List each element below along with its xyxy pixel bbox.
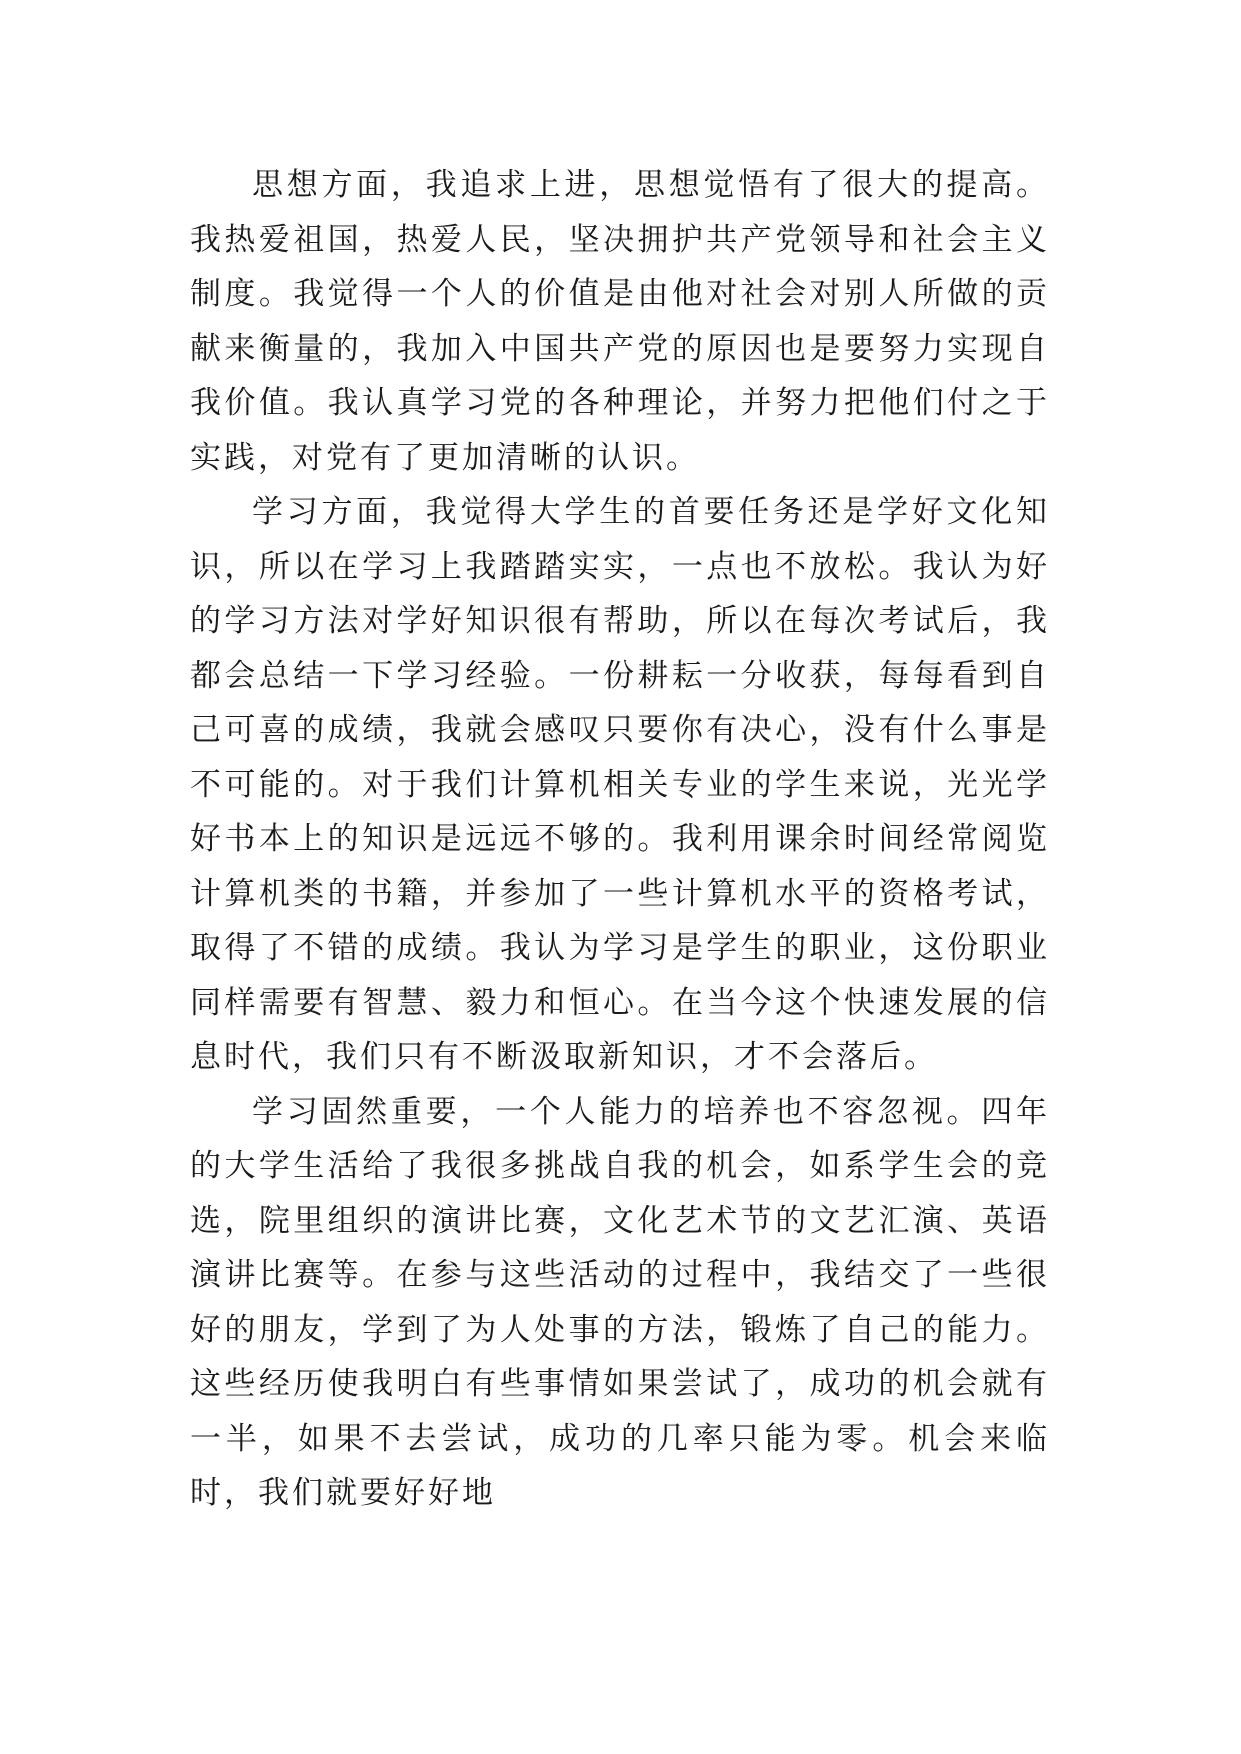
paragraph-ability: 学习固然重要，一个人能力的培养也不容忽视。四年的大学生活给了我很多挑战自我的机会，如系学生会的竞选，院里组织的演讲比赛，文化艺术节的文艺汇演、英语演讲比赛等。在参与这些活动的过程中，我结交了一些很好的朋友，学到了为人处事的方法，锻炼了自己的能力。这些经历使我明白有些事情如果尝试了，成功的机会就有一半，如果不去尝试，成功的几率只能为零。机会来临时，我们就要好好地 <box>190 1093 1050 1511</box>
paragraph-ideology: 思想方面，我追求上进，思想觉悟有了很大的提高。我热爱祖国，热爱人民，坚决拥护共产党领导和社会主义制度。我觉得一个人的价值是由他对社会对别人所做的贡献来衡量的，我加入中国共产党的原因也是要努力实现自我价值。我认真学习党的各种理论，并努力把他们付之于实践，对党有了更加清晰的认识。 <box>190 167 1050 476</box>
document-body <box>190 158 1050 1521</box>
paragraph-study: 学习方面，我觉得大学生的首要任务还是学好文化知识，所以在学习上我踏踏实实，一点也不放松。我认为好的学习方法对学好知识很有帮助，所以在每次考试后，我都会总结一下学习经验。一份耕耘一分收获，每每看到自己可喜的成绩，我就会感叹只要你有决心，没有什么事是不可能的。对于我们计算机相关专业的学生来说，光光学好书本上的知识是远远不够的。我利用课余时间经常阅览计算机类的书籍，并参加了一些计算机水平的资格考试，取得了不错的成绩。我认为学习是学生的职业，这份职业同样需要有智慧、毅力和恒心。在当今这个快速发展的信息时代，我们只有不断汲取新知识，才不会落后。 <box>190 494 1050 1075</box>
